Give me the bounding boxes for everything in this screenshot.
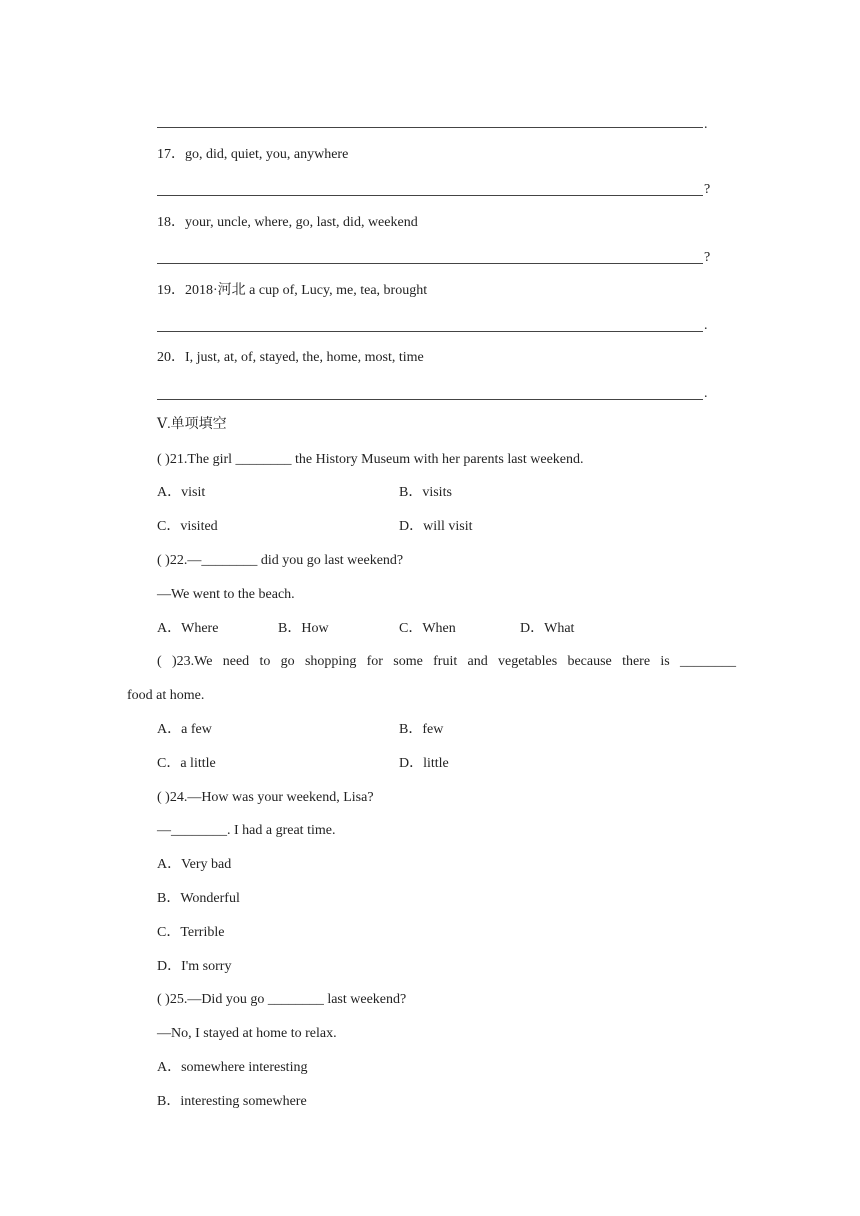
question-number: 17． [157, 147, 185, 162]
section-title: Ⅴ.单项填空 [157, 417, 227, 432]
question-22-reply: —We went to the beach. [157, 587, 295, 602]
option-23-a[interactable]: A．a few [157, 722, 212, 737]
option-21-d[interactable]: D．will visit [399, 519, 473, 534]
option-21-b[interactable]: B．visits [399, 485, 452, 500]
option-23-b[interactable]: B．few [399, 722, 444, 737]
question-words: 2018·河北 a cup of, Lucy, me, tea, brought [185, 283, 428, 298]
question-23-continuation: food at home. [127, 688, 205, 703]
option-22-d[interactable]: D．What [520, 621, 575, 636]
question-24-reply: —________. I had a great time. [157, 823, 336, 838]
question-words: your, uncle, where, go, last, did, weekend [185, 215, 418, 230]
option-24-b[interactable]: B．Wonderful [157, 891, 240, 906]
question-25-stem: ( )25.—Did you go ________ last weekend? [157, 992, 407, 1007]
answer-line-18[interactable] [157, 263, 703, 264]
option-23-d[interactable]: D．little [399, 756, 449, 771]
question-words: go, did, quiet, you, anywhere [185, 147, 349, 162]
question-17 [157, 146, 348, 164]
answer-line-20[interactable] [157, 399, 703, 400]
option-22-b[interactable]: B．How [278, 621, 329, 636]
answer-line-19[interactable] [157, 331, 703, 332]
question-18 [157, 214, 418, 232]
question-24-stem: ( )24.—How was your weekend, Lisa? [157, 790, 374, 805]
answer-punctuation-20: . [704, 386, 708, 401]
question-23-stem: ( )23.We need to go shopping for some fruit and vegetables because there is ________ [157, 654, 736, 669]
answer-line[interactable] [157, 127, 703, 128]
question-25-reply: —No, I stayed at home to relax. [157, 1026, 337, 1041]
option-22-c[interactable]: C．When [399, 621, 456, 636]
question-number: 20． [157, 350, 185, 365]
option-21-c[interactable]: C．visited [157, 519, 218, 534]
answer-punctuation: . [704, 117, 708, 132]
question-21-stem: ( )21.The girl ________ the History Museum with her parents last weekend. [157, 452, 584, 467]
answer-punctuation-19: . [704, 318, 708, 333]
option-24-d[interactable]: D．I'm sorry [157, 959, 232, 974]
answer-punctuation-18: ? [704, 250, 711, 265]
question-words: I, just, at, of, stayed, the, home, most, time [185, 350, 424, 365]
answer-punctuation-17: ? [704, 182, 711, 197]
question-number: 18． [157, 215, 185, 230]
option-22-a[interactable]: A．Where [157, 621, 219, 636]
option-24-c[interactable]: C．Terrible [157, 925, 225, 940]
option-24-a[interactable]: A．Very bad [157, 857, 232, 872]
option-25-b[interactable]: B．interesting somewhere [157, 1094, 307, 1109]
question-22-stem: ( )22.—________ did you go last weekend? [157, 553, 404, 568]
answer-line-17[interactable] [157, 195, 703, 196]
question-number: 19． [157, 283, 185, 298]
option-21-a[interactable]: A．visit [157, 485, 206, 500]
option-23-c[interactable]: C．a little [157, 756, 216, 771]
option-25-a[interactable]: A．somewhere interesting [157, 1060, 308, 1075]
question-20 [157, 349, 424, 367]
question-19 [157, 282, 427, 300]
